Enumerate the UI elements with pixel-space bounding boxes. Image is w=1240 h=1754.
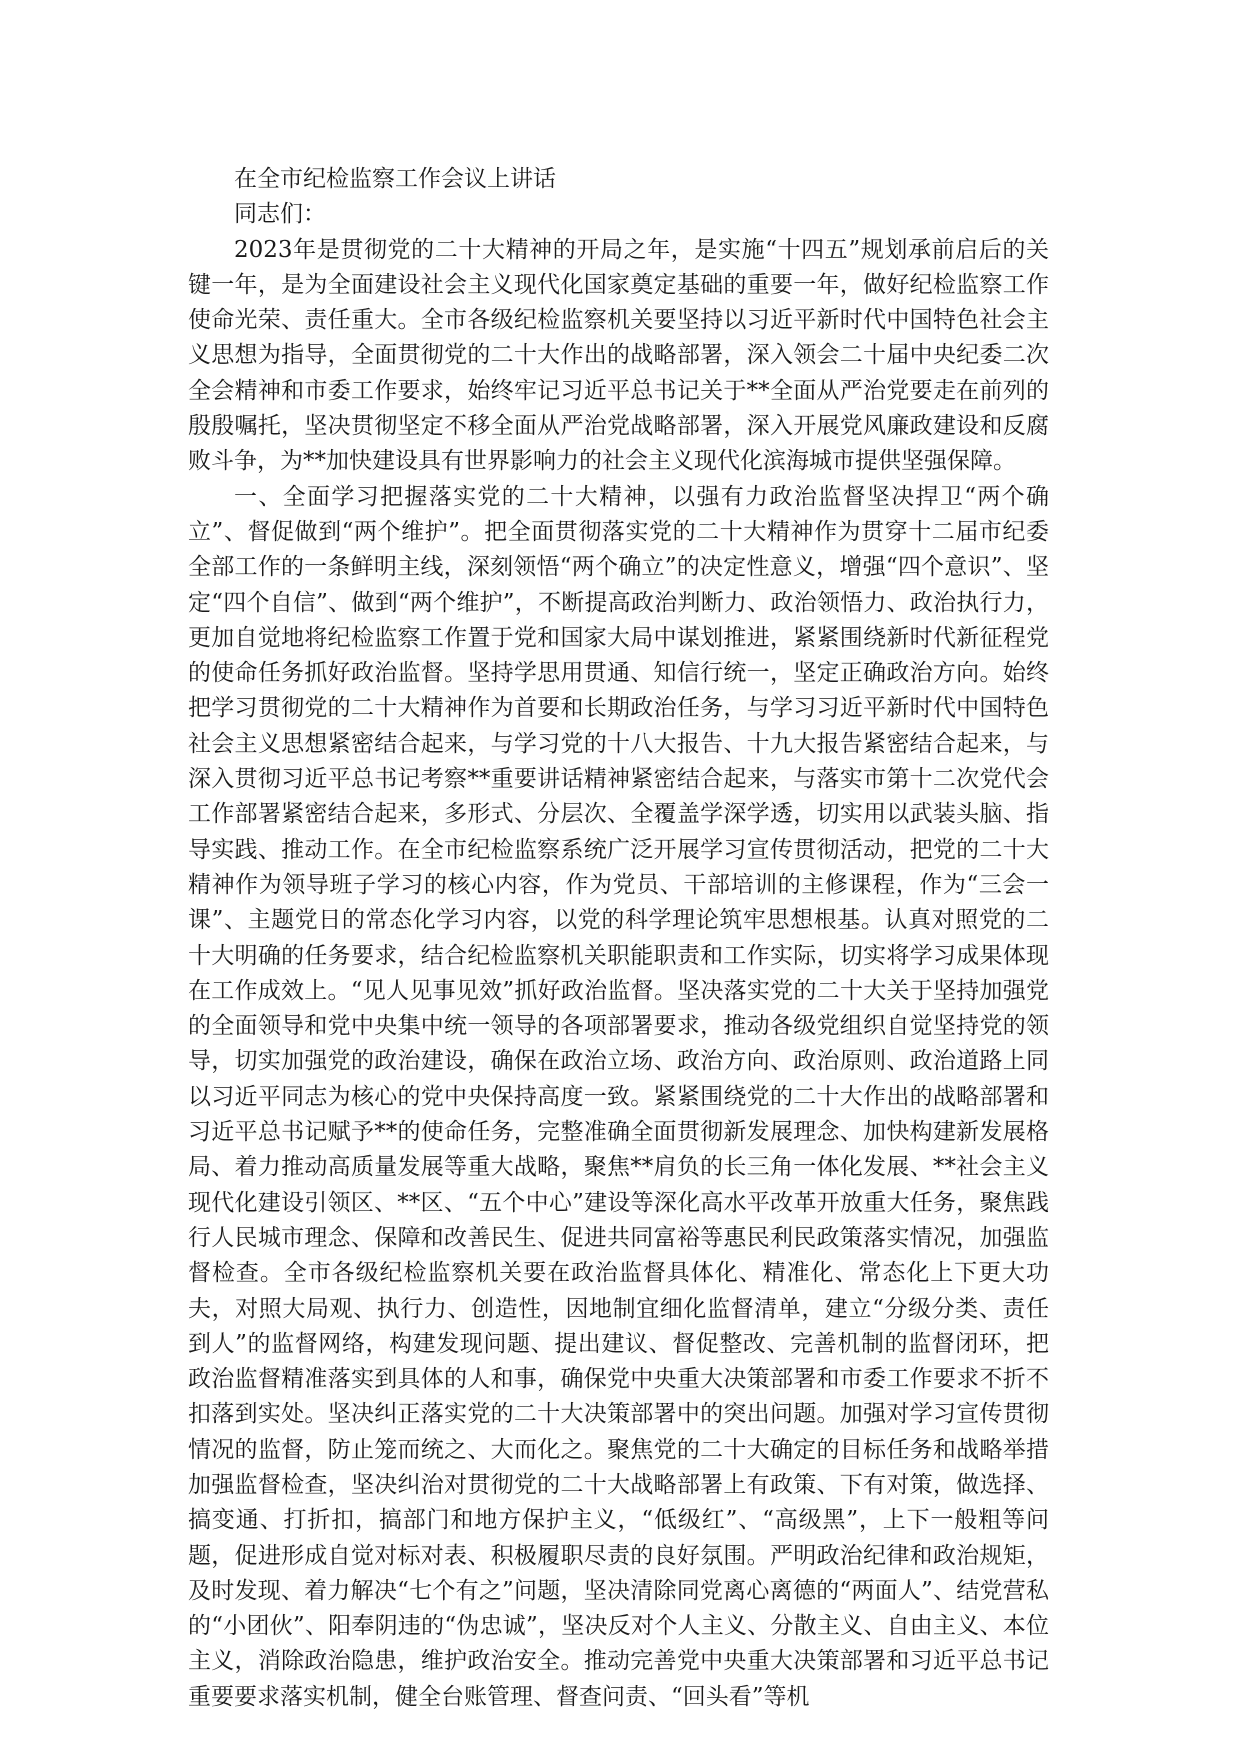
document-title: 在全市纪检监察工作会议上讲话: [234, 166, 556, 192]
salutation: 同志们：: [234, 201, 326, 228]
paragraph-intro: 2023年是贯彻党的二十大精神的开局之年，是实施“十四五”规划承前启后的关键一年，是为全面建设社会主义现代化国家奠定基础的重要一年，做好纪检监察工作使命光荣、责任重大。全市各级纪检监察机关要坚持以习近平新时代中国特色社会主义思想为指导，全面贯彻党的二十大作出的战略部署，深入领会二十届中央纪委二次全会精神和市委工作要求，始终牢记习近平总书记关于**全面从严治党要走在前列的殷殷嘱托，坚决贯彻坚定不移全面从严治党战略部署，深入开展党风廉政建设和反腐败斗争，为**加快建设具有世界影响力的社会主义现代化滨海城市提供坚强保障。: [188, 236, 1049, 475]
document-body: [188, 162, 1049, 1715]
paragraph-section-one: 一、全面学习把握落实党的二十大精神，以强有力政治监督坚决捍卫“两个确立”、督促做到“两个维护”。把全面贯彻落实党的二十大精神作为贯穿十二届市纪委全部工作的一条鲜明主线，深刻领悟“两个确立”的决定性意义，增强“四个意识”、坚定“四个自信”、做到“两个维护”，不断提高政治判断力、政治领悟力、政治执行力，更加自觉地将纪检监察工作置于党和国家大局中谋划推进，紧紧围绕新时代新征程党的使命任务抓好政治监督。坚持学思用贯通、知信行统一，坚定正确政治方向。始终把学习贯彻党的二十大精神作为首要和长期政治任务，与学习习近平新时代中国特色社会主义思想紧密结合起来，与学习党的十八大报告、十九大报告紧密结合起来，与深入贯彻习近平总书记考察**重要讲话精神紧密结合起来，与落实市第十二次党代会工作部署紧密结合起来，多形式、分层次、全覆盖学深学透，切实用以武装头脑、指导实践、推动工作。在全市纪检监察系统广泛开展学习宣传贯彻活动，把党的二十大精神作为领导班子学习的核心内容，作为党员、干部培训的主修课程，作为“三会一课”、主题党日的常态化学习内容，以党的科学理论筑牢思想根基。认真对照党的二十大明确的任务要求，结合纪检监察机关职能职责和工作实际，切实将学习成果体现在工作成效上。“见人见事见效”抓好政治监督。坚决落实党的二十大关于坚持加强党的全面领导和党中央集中统一领导的各项部署要求，推动各级党组织自觉坚持党的领导，切实加强党的政治建设，确保在政治立场、政治方向、政治原则、政治道路上同以习近平同志为核心的党中央保持高度一致。紧紧围绕党的二十大作出的战略部署和习近平总书记赋予**的使命任务，完整准确全面贯彻新发展理念、加快构建新发展格局、着力推动高质量发展等重大战略，聚焦**肩负的长三角一体化发展、**社会主义现代化建设引领区、**区、“五个中心”建设等深化高水平改革开放重大任务，聚焦践行人民城市理念、保障和改善民生、促进共同富裕等惠民利民政策落实情况，加强监督检查。全市各级纪检监察机关要在政治监督具体化、精准化、常态化上下更大功夫，对照大局观、执行力、创造性，因地制宜细化监督清单，建立“分级分类、责任到人”的监督网络，构建发现问题、提出建议、督促整改、完善机制的监督闭环，把政治监督精准落实到具体的人和事，确保党中央重大决策部署和市委工作要求不折不扣落到实处。坚决纠正落实党的二十大决策部署中的突出问题。加强对学习宣传贯彻情况的监督，防止笼而统之、大而化之。聚焦党的二十大确定的目标任务和战略举措加强监督检查，坚决纠治对贯彻党的二十大战略部署上有政策、下有对策，做选择、搞变通、打折扣，搞部门和地方保护主义，“低级红”、“高级黑”，上下一般粗等问题，促进形成自觉对标对表、积极履职尽责的良好氛围。严明政治纪律和政治规矩，及时发现、着力解决“七个有之”问题，坚决清除同党离心离德的“两面人”、结党营私的“小团伙”、阳奉阴违的“伪忠诚”，坚决反对个人主义、分散主义、自由主义、本位主义，消除政治隐患，维护政治安全。推动完善党中央重大决策部署和习近平总书记重要要求落实机制，健全台账管理、督查问责、“回头看”等机: [188, 483, 1049, 1710]
